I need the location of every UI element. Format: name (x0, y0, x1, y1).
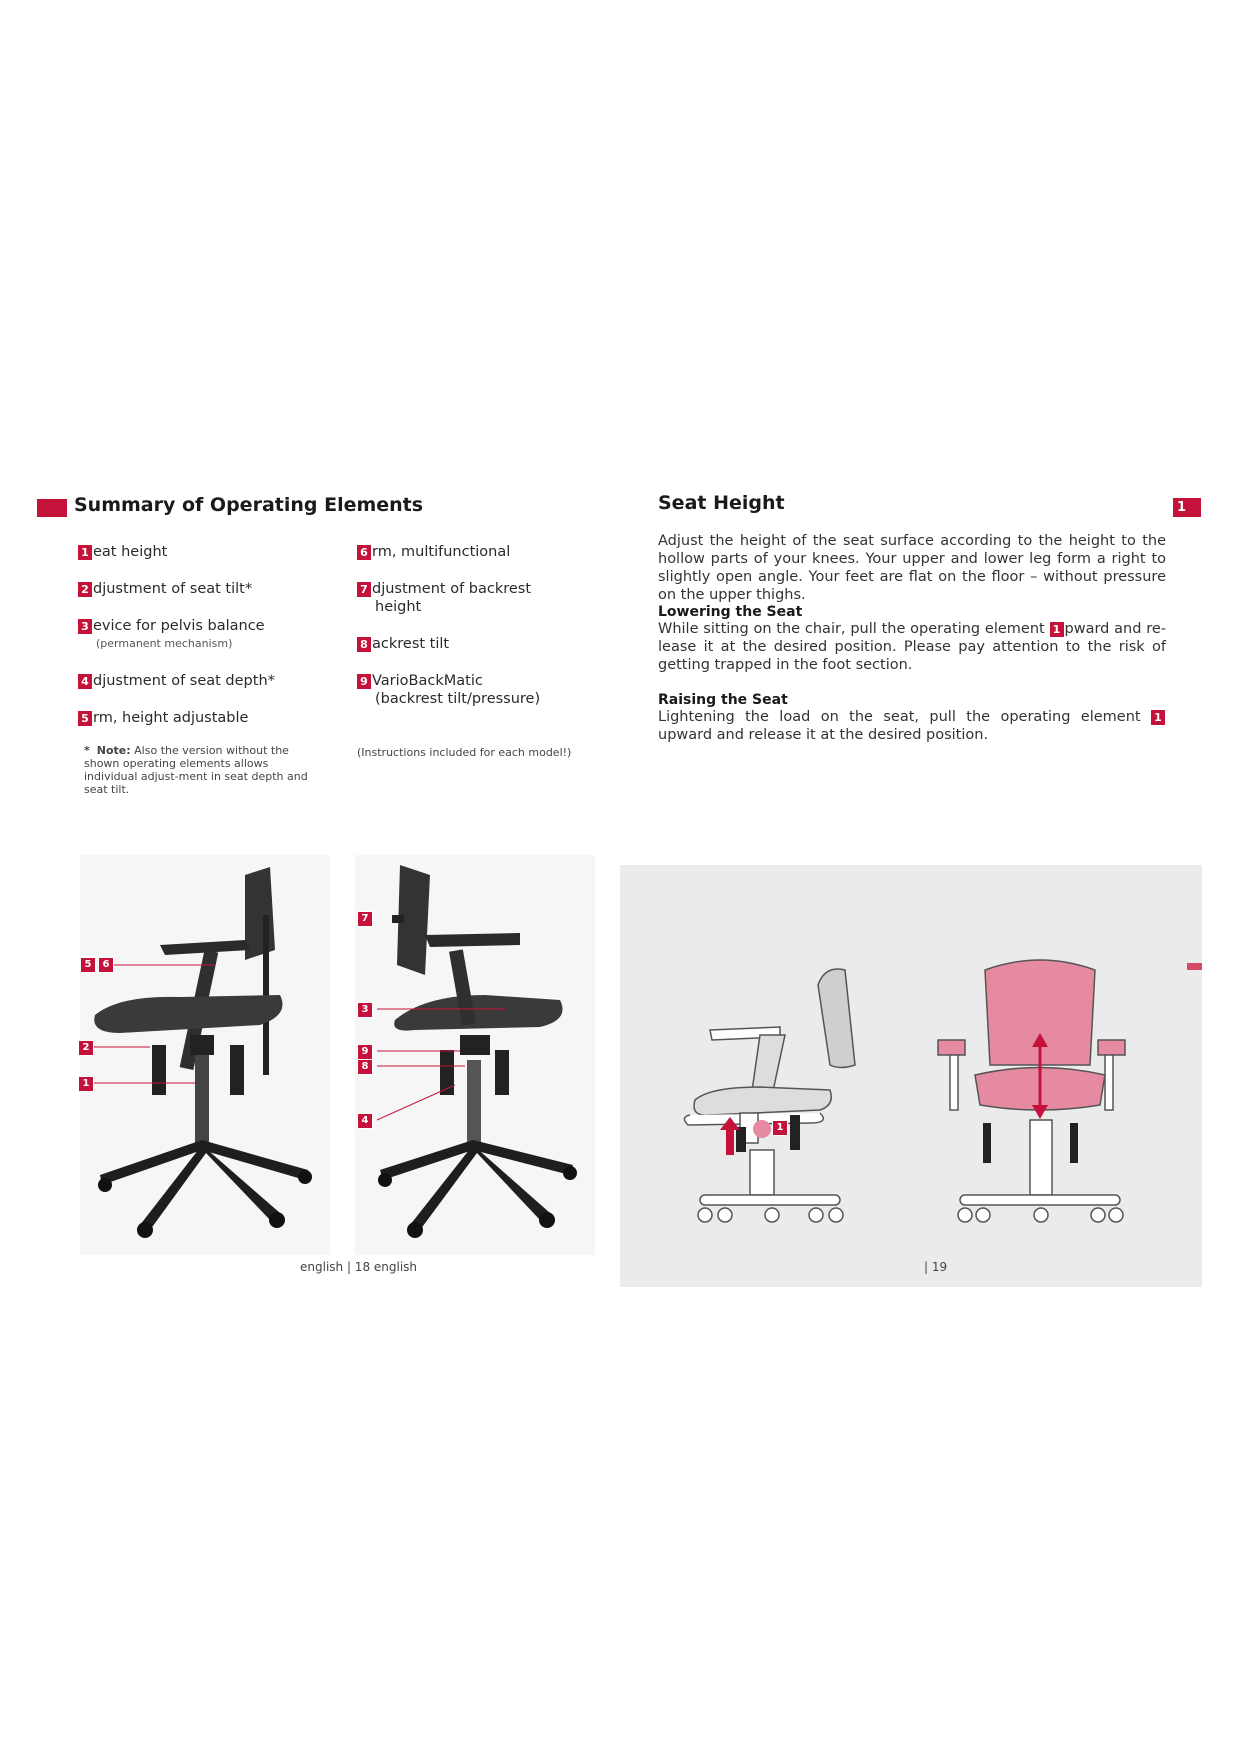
chair-photo-side (80, 855, 330, 1255)
intro-paragraph: Adjust the height of the seat surface according to the height to the hollow parts of your knees. Your upper and lower leg form a right to slightly open angle. Your feet are flat on the floor – without pressure on the upper thighs. (658, 533, 1166, 603)
item-label-cont: height (375, 599, 422, 615)
photo-tag: 9 (357, 1044, 373, 1060)
list-item (78, 580, 338, 617)
instructions-note: (Instructions included for each model!) (357, 746, 572, 759)
list-item (78, 672, 338, 709)
number-badge: 2 (78, 582, 92, 597)
footnote-text: Also the version without the shown operating elements allows individual adjust-ment in seat depth and seat tilt. (84, 744, 308, 796)
footnote-star: * (84, 744, 90, 757)
number-badge: 9 (357, 674, 371, 689)
page-number-badge: 1 (1173, 498, 1201, 517)
seat-height-illustration-panel (620, 865, 1202, 1287)
photo-tag: 3 (357, 1002, 373, 1018)
item-label: djustment of seat depth* (93, 673, 275, 689)
raising-text-b: upward and release it at the desired position. (658, 727, 989, 743)
page-title-summary: Summary of Operating Elements (74, 494, 424, 516)
item-label: rm, height adjustable (93, 710, 249, 726)
page-footer-left: english | 18 english (300, 1260, 418, 1274)
number-badge: 6 (357, 545, 371, 560)
photo-tag: 5 (80, 957, 96, 973)
item-label: eat height (93, 544, 168, 560)
operating-elements-col1 (78, 543, 338, 739)
page-footer-right: | 19 (924, 1260, 948, 1274)
photo-tag: 6 (98, 957, 114, 973)
item-label: djustment of backrest (372, 581, 532, 597)
photo-tag: 2 (78, 1040, 94, 1056)
lowering-text (658, 620, 1166, 674)
number-badge: 1 (1151, 710, 1165, 725)
list-item (78, 543, 338, 580)
illustration-tag: 1 (772, 1120, 788, 1136)
item-sublabel: (permanent mechanism) (96, 637, 233, 650)
operating-elements-col2 (357, 543, 587, 712)
chair-line-illustrations (620, 865, 1202, 1287)
lowering-heading: Lowering the Seat (658, 604, 803, 620)
number-badge: 1 (1050, 622, 1064, 637)
footnote (84, 744, 324, 796)
raising-heading: Raising the Seat (658, 692, 788, 708)
item-label-cont: (backrest tilt/pressure) (375, 691, 541, 707)
lowering-section (658, 604, 1166, 674)
list-item (78, 709, 338, 739)
number-badge: 7 (357, 582, 371, 597)
number-badge: 8 (357, 637, 371, 652)
list-item (357, 672, 587, 712)
list-item (357, 543, 587, 580)
page-title-seat-height: Seat Height (658, 492, 785, 514)
number-badge: 3 (78, 619, 92, 634)
chair-photo-2-drawing (355, 855, 595, 1255)
lowering-text-a: While sitting on the chair, pull the operating element (658, 621, 1045, 637)
raising-text (658, 708, 1166, 744)
number-badge: 1 (78, 545, 92, 560)
number-badge: 4 (78, 674, 92, 689)
photo-tag: 1 (78, 1076, 94, 1092)
chair-photo-rear (355, 855, 595, 1255)
photo-tag: 4 (357, 1113, 373, 1129)
raising-text-a: Lightening the load on the seat, pull the operating element (658, 709, 1141, 725)
item-label: rm, multifunctional (372, 544, 511, 560)
raising-section (658, 692, 1166, 744)
list-item (78, 617, 338, 672)
item-label: VarioBackMatic (372, 673, 483, 689)
item-label: ackrest tilt (372, 636, 450, 652)
photo-tag: 7 (357, 911, 373, 927)
item-label: djustment of seat tilt* (93, 581, 253, 597)
lowering-text-b: pward and re-lease it at the desired position. Please pay attention to the risk of getting trapped in the foot section. (658, 621, 1167, 673)
footnote-label: Note: (96, 744, 131, 757)
photo-tag: 8 (357, 1059, 373, 1075)
chair-photo-1-drawing (80, 855, 330, 1255)
list-item (357, 635, 587, 672)
number-badge: 5 (78, 711, 92, 726)
list-item (357, 580, 587, 635)
item-label: evice for pelvis balance (93, 618, 265, 634)
section-accent-bar (37, 499, 67, 517)
